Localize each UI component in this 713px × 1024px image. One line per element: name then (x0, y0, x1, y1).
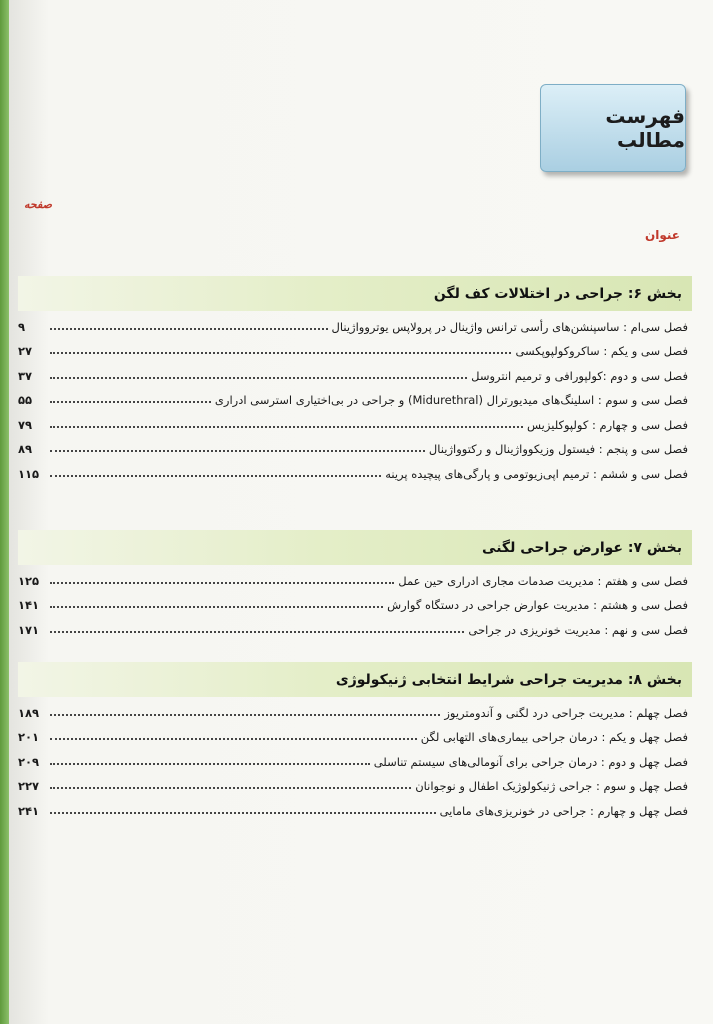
dot-leader (50, 328, 328, 330)
section-heading: بخش ۷: عوارض جراحی لگنی (18, 530, 692, 565)
toc-entry[interactable] (18, 458, 692, 483)
dot-leader (50, 631, 464, 633)
toc-entry[interactable] (18, 795, 692, 820)
entry-page-number: ۱۷۱ (18, 622, 40, 637)
toc-entry[interactable] (18, 746, 692, 771)
dot-leader (50, 763, 370, 765)
toc-entry[interactable] (18, 590, 692, 615)
entry-title: فصل سی و هفتم : مدیریت صدمات مجاری ادراری حین عمل (398, 573, 688, 588)
dot-leader (50, 352, 511, 354)
entry-title: فصل چهل و سوم : جراحی ژنیکولوژیک اطفال و نوجوانان (415, 779, 688, 793)
toc-entry[interactable] (18, 771, 692, 796)
section-7 (18, 530, 692, 639)
toc-title: فهرست مطالب (605, 104, 685, 152)
entry-title: فصل سی و سوم : اسلینگ‌های میدیورترال (Midurethral) و جراحی در بی‌اختیاری استرسی ادراری (214, 393, 688, 407)
toc-entry[interactable] (18, 385, 692, 410)
entry-title: فصل سی و چهارم : کولپوکلیزیس (527, 417, 688, 432)
dot-leader (50, 450, 425, 452)
green-spine-edge (0, 0, 9, 1024)
section-8 (18, 662, 692, 820)
toc-title-box (540, 84, 686, 172)
entry-page-number: ۲۰۱ (18, 730, 40, 744)
toc-entry[interactable] (18, 722, 692, 747)
entry-title: فصل سی و پنجم : فیستول وزیکوواژینال و رکتوواژینال (428, 442, 688, 456)
dot-leader (50, 377, 467, 379)
toc-entry[interactable] (18, 614, 692, 639)
entry-page-number: ۱۱۵ (18, 466, 40, 481)
entry-page-number: ۲۰۹ (18, 754, 40, 769)
dot-leader (50, 401, 211, 403)
dot-leader (50, 787, 411, 789)
entry-title: فصل چهل و دوم : درمان جراحی برای آنومالی‌های سیستم تناسلی (373, 754, 688, 769)
entry-title: فصل سی و نهم : مدیریت خونریزی در جراحی (468, 622, 688, 637)
section-heading: بخش ۶: جراحی در اختلالات کف لگن (18, 276, 692, 311)
entry-page-number: ۲۷ (18, 344, 33, 358)
entry-page-number: ۳۷ (18, 368, 33, 383)
dot-leader (50, 738, 417, 740)
entry-title: فصل چهل و یکم : درمان جراحی بیماری‌های التهابی لگن (420, 730, 688, 744)
entry-title: فصل چهلم : مدیریت جراحی درد لگنی و آندومتریوز (444, 705, 688, 720)
toc-entry[interactable] (18, 360, 692, 385)
section-6 (18, 276, 692, 483)
page-column-header: صفحه (24, 198, 52, 211)
toc-entry[interactable] (18, 697, 692, 722)
entry-page-number: ۹ (18, 319, 26, 334)
toc-entry[interactable] (18, 434, 692, 459)
toc-entry[interactable] (18, 409, 692, 434)
toc-entry[interactable] (18, 311, 692, 336)
entry-title: فصل چهل و چهارم : جراحی در خونریزی‌های مامایی (439, 803, 688, 818)
toc-entry[interactable] (18, 565, 692, 590)
entry-page-number: ۱۲۵ (18, 573, 40, 588)
entry-title: فصل سی و یکم : ساکروکولپوپکسی (515, 344, 688, 358)
dot-leader (50, 475, 381, 477)
entry-title: فصل سی‌ام : ساسپنشن‌های رأسی ترانس واژینال در پرولاپس یوترو‌واژینال (331, 319, 688, 334)
entry-page-number: ۱۴۱ (18, 598, 40, 612)
dot-leader (50, 606, 383, 608)
entry-page-number: ۲۴۱ (18, 803, 40, 818)
dot-leader (50, 582, 394, 584)
entry-page-number: ۸۹ (18, 442, 33, 456)
entry-title: فصل سی و دوم :کولپورافی و ترمیم انتروسل (471, 368, 688, 383)
entry-page-number: ۲۲۷ (18, 779, 40, 793)
entry-page-number: ۵۵ (18, 393, 33, 407)
section-heading: بخش ۸: مدیریت جراحی شرایط انتخابی ژنیکولوژی (18, 662, 692, 697)
entry-page-number: ۷۹ (18, 417, 33, 432)
dot-leader (50, 812, 436, 814)
dot-leader (50, 714, 440, 716)
entry-page-number: ۱۸۹ (18, 705, 40, 720)
toc-entry[interactable] (18, 336, 692, 361)
entry-title: فصل سی و هشتم : مدیریت عوارض جراحی در دستگاه گوارش (387, 598, 688, 612)
dot-leader (50, 426, 523, 428)
title-column-header: عنوان (645, 228, 680, 242)
entry-title: فصل سی و ششم : ترمیم اپی‌زیوتومی و پارگی‌های پیچیده پرینه (385, 466, 688, 481)
